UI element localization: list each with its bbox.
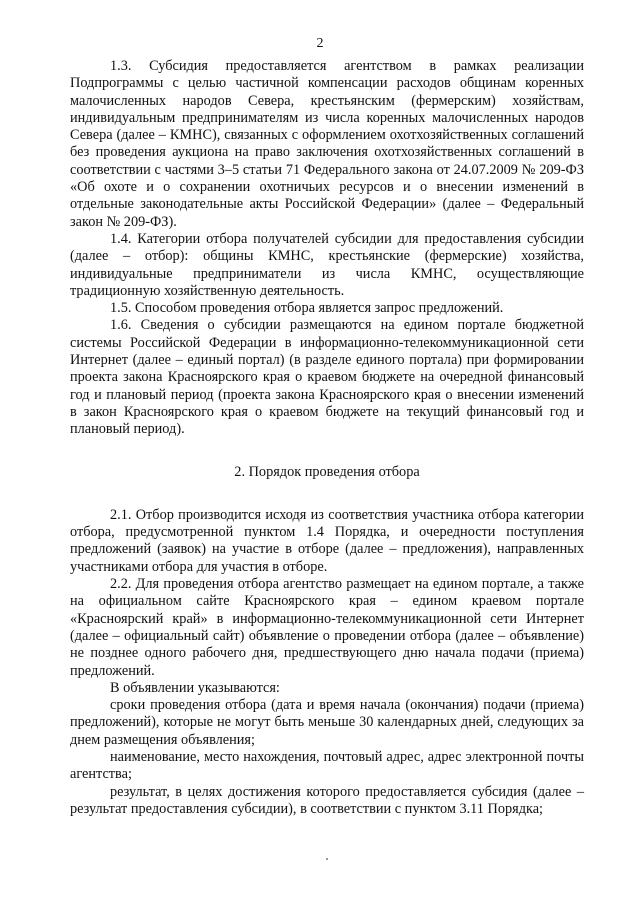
paragraph-1-5: 1.5. Способом проведения отбора является запрос предложений. [110,300,504,317]
paragraph-2-2: 2.2. Для проведения отбора агентство размещает на едином портале, а также на официальном сайте Красноярского края – едином краевом портале «Красноярский край» в информационно-телекоммуникационной сети Интернет (далее – официальный сайт) объявление о проведении отбора (далее – объявление) не позднее одного рабочего дня, предшествующего дню начала подачи (приема) предложений. [70,576,584,679]
section-heading: 2. Порядок проведения отбора [234,463,420,480]
scan-speck [326,858,328,860]
paragraph-2-1: 2.1. Отбор производится исходя из соответствия участника отбора категории отбора, предусмотренной пунктом 1.4 Порядка, и очередности поступления предложений (заявок) на участие в отборе (далее – предложения), направленных участниками отбора для участия в отборе. [70,506,584,575]
paragraph-announcement-intro: В объявлении указываются: [110,679,280,696]
paragraph-deadlines: сроки проведения отбора (дата и время начала (окончания) подачи (приема) предложений), которые не могут быть меньше 30 календарных дней, следующих за днем размещения объявления; [70,697,584,748]
page-number: 2 [316,36,324,51]
paragraph-1-3: 1.3. Субсидия предоставляется агентством в рамках реализации Подпрограммы с целью частичной компенсации расходов общинам коренных малочисленных народов Севера, крестьянским (фермерским) хозяйствам, индивидуальным предпринимателям из числа коренных малочисленных народов Севера (далее – КМНС), связанных с оформлением охотхозяйственных соглашений без проведения аукциона на право заключения охотхозяйственных соглашений в соответствии с частями 3–5 статьи 71 Федерального закона от 24.07.2009 № 209-ФЗ «Об охоте и о сохранении охотничьих ресурсов и о внесении изменений в отдельные законодательные акты Российской Федерации» (далее – Федеральный закон № 209-ФЗ). [70,58,584,230]
paragraph-result: результат, в целях достижения которого предоставляется субсидия (далее – результат предоставления субсидии), в соответствии с пунктом 3.11 Порядка; [70,783,584,817]
paragraph-1-4: 1.4. Категории отбора получателей субсидии для предоставления субсидии (далее – отбор): общины КМНС, крестьянские (фермерские) хозяйства, индивидуальные предприниматели из числа КМНС, осуществляющие традиционную хозяйственную деятельность. [70,230,584,299]
paragraph-agency-contacts: наименование, место нахождения, почтовый адрес, адрес электронной почты агентства; [70,748,584,783]
document-body [70,58,584,818]
paragraph-1-6: 1.6. Сведения о субсидии размещаются на едином портале бюджетной системы Российской Федерации в информационно-телекоммуникационной сети Интернет (далее – единый портал) (в разделе единого портала) при формировании проекта закона Красноярского края о краевом бюджете на очередной финансовый год и плановый период (проекта закона Красноярского края о внесении изменений в закон Красноярского края о краевом бюджете на текущий финансовый год и плановый период). [70,317,584,438]
